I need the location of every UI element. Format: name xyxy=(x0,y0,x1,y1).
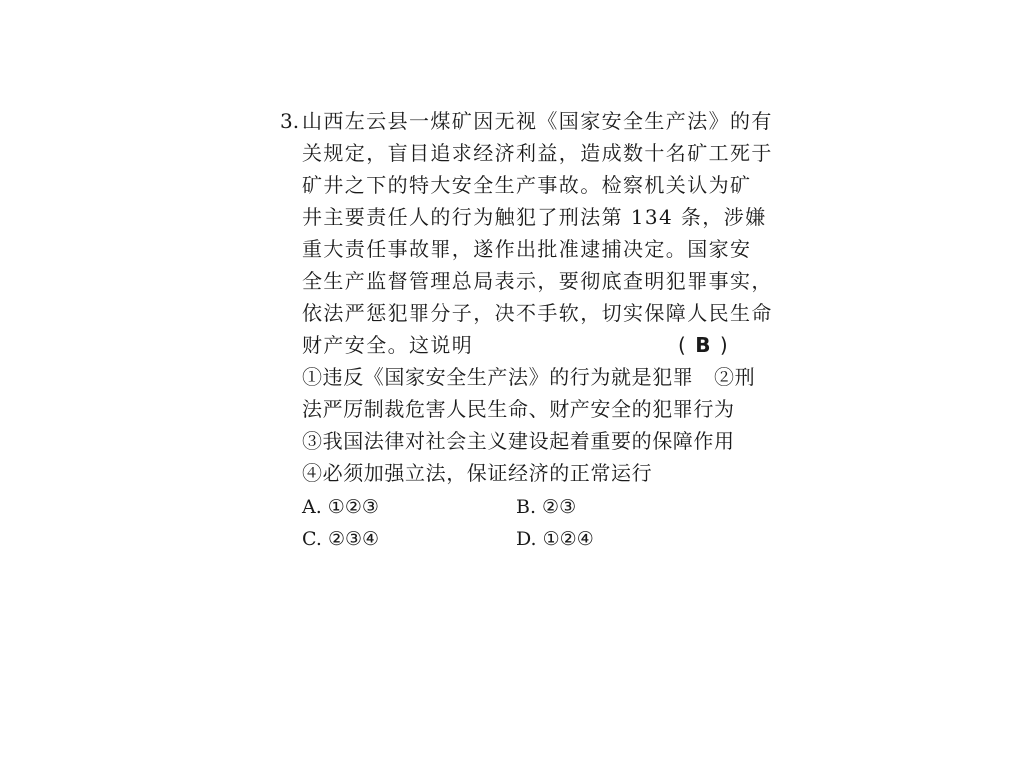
stem-line: 矿井之下的特大安全生产事故。检察机关认为矿 xyxy=(302,173,752,197)
stem-line: 依法严惩犯罪分子，决不手软，切实保障人民生命 xyxy=(302,301,773,325)
answer-letter: B xyxy=(695,333,711,357)
statement-line: ①违反《国家安全生产法》的行为就是犯罪 ②刑 xyxy=(302,365,756,389)
option-b: B. ②③ xyxy=(516,496,577,518)
stem-line: 山西左云县一煤矿因无视《国家安全生产法》的有 xyxy=(302,109,773,133)
option-d: D. ①②④ xyxy=(516,528,594,550)
question-number: 3. xyxy=(280,109,300,133)
statement-line: ③我国法律对社会主义建设起着重要的保障作用 xyxy=(302,429,735,453)
option-c: C. ②③④ xyxy=(302,528,380,550)
statement-line: ④必须加强立法，保证经济的正常运行 xyxy=(302,461,653,485)
stem-line: 井主要责任人的行为触犯了刑法第 134 条，涉嫌 xyxy=(302,205,767,229)
answer-open-paren: ( xyxy=(678,333,686,357)
stem-line: 全生产监督管理总局表示，要彻底查明犯罪事实， xyxy=(302,269,773,293)
stem-line: 财产安全。这说明 xyxy=(302,333,474,357)
statement-line: 法严厉制裁危害人民生命、财产安全的犯罪行为 xyxy=(302,397,735,421)
option-a: A. ①②③ xyxy=(302,496,379,518)
stem-line: 重大责任事故罪，遂作出批准逮捕决定。国家安 xyxy=(302,237,752,261)
stem-line: 关规定，盲目追求经济利益，造成数十名矿工死于 xyxy=(302,141,773,165)
answer-close-paren: ) xyxy=(719,333,728,357)
answer-slot xyxy=(678,330,728,360)
